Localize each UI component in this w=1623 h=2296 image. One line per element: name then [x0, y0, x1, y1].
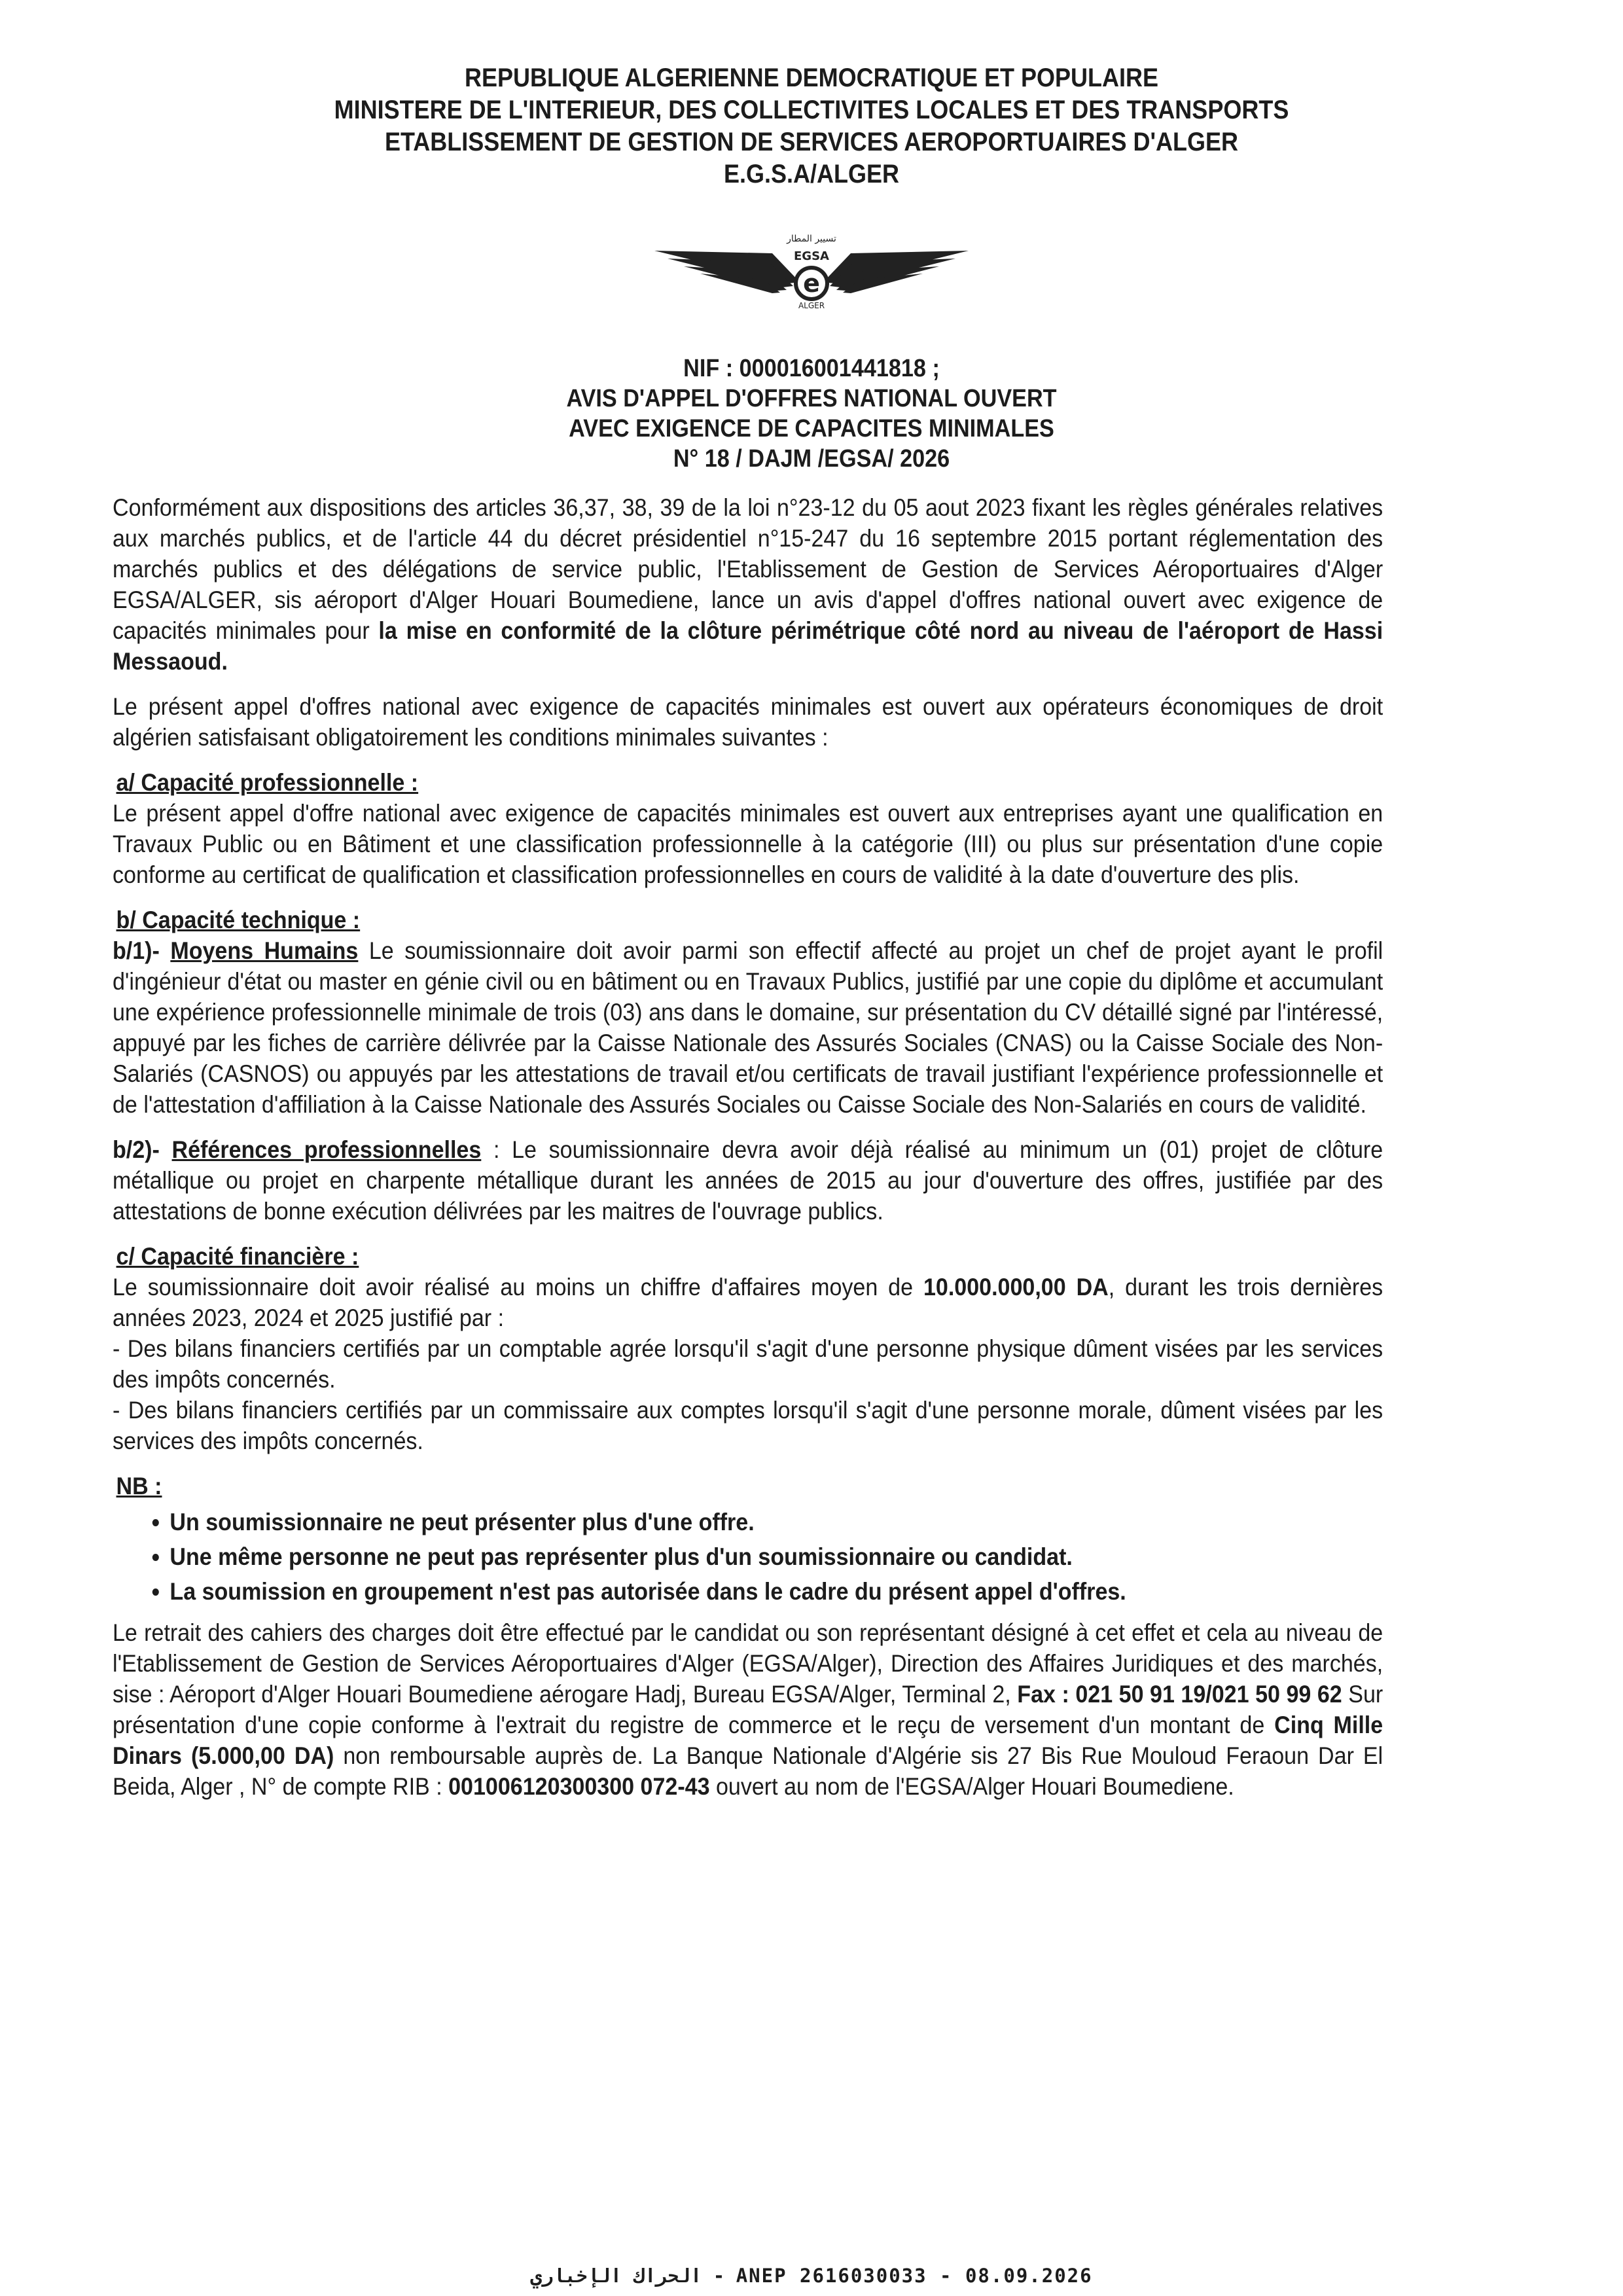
anep-footer: [0, 2265, 1623, 2287]
nb-heading: NB :: [116, 1473, 162, 1499]
b2-title: Références professionnelles: [171, 1136, 482, 1163]
opening-paragraph: Le présent appel d'offres national avec exigence de capacités minimales est ouvert aux opérateurs économiques de droit algérien satisfaisant obligatoirement les conditions minimales suivantes :: [113, 693, 1383, 751]
section-a-heading: a/ Capacité professionnelle :: [116, 769, 419, 796]
section-b1-paragraph: [113, 935, 1383, 1120]
nb-item: • Une même personne ne peut pas représenter plus d'un soumissionnaire ou candidat.: [169, 1541, 1383, 1572]
header-ministere: MINISTERE DE L'INTERIEUR, DES COLLECTIVITES LOCALES ET DES TRANSPORTS: [334, 96, 1289, 124]
retrait-montant: Cinq Mille Dinars (5.000,00 DA): [113, 1712, 1383, 1769]
intro-object: la mise en conformité de la clôture périmétrique côté nord au niveau de l'aéroport de Hassi Messaoud.: [113, 617, 1383, 675]
section-b2-paragraph: [113, 1134, 1383, 1227]
header-acronym: E.G.S.A/ALGER: [723, 160, 900, 188]
retrait-text-2: Sur présentation d'une copie conforme à l'extrait du registre de commerce et le reçu de versement d'un montant de: [113, 1681, 1383, 1738]
b2-text: : Le soumissionnaire devra avoir déjà réalisé au minimum un (01) projet de clôture métallique ou projet en charpente métallique durant les années de 2015 au jour d'ouverture des offres, justifiée par des attestations de bonne exécution délivrées par les maitres de l'ouvrage publics.: [113, 1136, 1383, 1225]
intro-text: Conformément aux dispositions des articles 36,37, 38, 39 de la loi n°23-12 du 05 aout 2023 fixant les règles générales relatives aux marchés publics, et de l'article 44 du décret présidentiel n°15-247 du 16 septembre 2015 portant réglementation des marchés publics et des délégations de service public, l'Etablissement de Gestion de Services Aéroportuaires d'Alger EGSA/ALGER, sis aéroport d'Alger Houari Boumediene, lance un avis d'appel d'offres national ouvert avec exigence de capacités minimales pour: [113, 494, 1383, 644]
b1-title: Moyens Humains: [170, 937, 359, 964]
winged-e-logo-icon: [648, 226, 975, 311]
footer-anep: - ANEP 2616030033 - 08.09.2026: [702, 2265, 1093, 2287]
nif-line: NIF : 000016001441818 ;: [683, 355, 940, 382]
c-amount: 10.000.000,00 DA: [923, 1274, 1109, 1300]
c-text-after: , durant les trois dernières années 2023, 2024 et 2025 justifié par :: [113, 1274, 1383, 1331]
exigence-title: AVEC EXIGENCE DE CAPACITES MINIMALES: [569, 415, 1054, 442]
retrait-text-4: ouvert au nom de l'EGSA/Alger Houari Boumediene.: [709, 1773, 1234, 1800]
retrait-paragraph: [113, 1617, 1383, 1802]
logo-center-letter: e: [803, 269, 820, 298]
section-c-heading: c/ Capacité financière :: [116, 1243, 359, 1270]
logo-alger-text: ALGER: [798, 301, 825, 310]
header-etablissement: ETABLISSEMENT DE GESTION DE SERVICES AEROPORTUAIRES D'ALGER: [384, 128, 1239, 156]
retrait-fax: Fax : 021 50 91 19/021 50 99 62: [1017, 1681, 1342, 1708]
notice-body: [113, 492, 1383, 1802]
footer-arabic: الحراك الإخباري: [530, 2265, 702, 2287]
intro-paragraph: [113, 492, 1383, 677]
avis-title: AVIS D'APPEL D'OFFRES NATIONAL OUVERT: [566, 385, 1057, 412]
retrait-text-3: non remboursable auprès de. La Banque Nationale d'Algérie sis 27 Bis Rue Mouloud Feraoun Dar El Beida, Alger , N° de compte RIB :: [113, 1742, 1383, 1800]
c-text-before: Le soumissionnaire doit avoir réalisé au moins un chiffre d'affaires moyen de: [113, 1274, 923, 1300]
section-a-text: Le présent appel d'offre national avec exigence de capacités minimales est ouvert aux entreprises ayant une qualification en Travaux Public ou en Bâtiment et une classification professionnelle à la catégorie (III) ou plus sur présentation d'une copie conforme au certificat de qualification et classification professionnelles en cours de validité à la date d'ouverture des plis.: [113, 800, 1383, 888]
section-c-item-1: - Des bilans financiers certifiés par un comptable agrée lorsqu'il s'agit d'une personne physique dûment visées par les services des impôts concernés.: [113, 1335, 1383, 1393]
logo-egsa-text: EGSA: [794, 249, 829, 263]
b2-label: b/2)-: [113, 1136, 172, 1163]
logo-arabic-text: تسيير المطار: [787, 234, 836, 244]
notice-titles: [81, 353, 1542, 474]
b1-label: b/1)-: [113, 937, 171, 964]
retrait-text-1: Le retrait des cahiers des charges doit être effectué par le candidat ou son représentant désigné à cet effet et cela au niveau de l'Etablissement de Gestion de Services Aéroportuaires d'Alger (EGSA/Alger), Direction des Affaires Juridiques et des marchés, sise : Aéroport d'Alger Houari Boumediene aérogare Hadj, Bureau EGSA/Alger, Terminal 2,: [113, 1619, 1383, 1708]
retrait-rib: 001006120300300 072-43: [448, 1773, 710, 1800]
b1-text: Le soumissionnaire doit avoir parmi son effectif affecté au projet un chef de projet ayant le profil d'ingénieur d'état ou master en génie civil ou en bâtiment ou en Travaux Publics, justifié par une copie du diplôme et accumulant une expérience professionnelle minimale de trois (03) ans dans le domaine, sur présentation du CV détaillé signé par l'intéressé, appuyé par les fiches de carrière délivrée par la Caisse Nationale des Assurés Sociales (CNAS) ou la Caisse Sociale des Non-Salariés (CASNOS) ou appuyés par les attestations de travail et/ou certificats de travail justifiant l'expérience professionnelle et de l'attestation d'affiliation à la Caisse Nationale des Assurés Sociales ou Caisse Sociale des Non-Salariés en cours de validité.: [113, 937, 1383, 1118]
nb-list: [113, 1507, 1383, 1607]
header-republique: REPUBLIQUE ALGERIENNE DEMOCRATIQUE ET POPULAIRE: [464, 63, 1159, 92]
section-c-paragraph: [113, 1272, 1383, 1333]
nb-item: • La soumission en groupement n'est pas autorisée dans le cadre du présent appel d'offres.: [169, 1576, 1383, 1607]
section-b-heading: b/ Capacité technique :: [116, 906, 361, 933]
nb-item: • Un soumissionnaire ne peut présenter plus d'une offre.: [169, 1507, 1383, 1537]
section-c-item-2: - Des bilans financiers certifiés par un commissaire aux comptes lorsqu'il s'agit d'une personne morale, dûment visées par les services des impôts concernés.: [113, 1397, 1383, 1454]
notice-number: N° 18 / DAJM /EGSA/ 2026: [673, 445, 950, 473]
document-header: [81, 62, 1542, 190]
